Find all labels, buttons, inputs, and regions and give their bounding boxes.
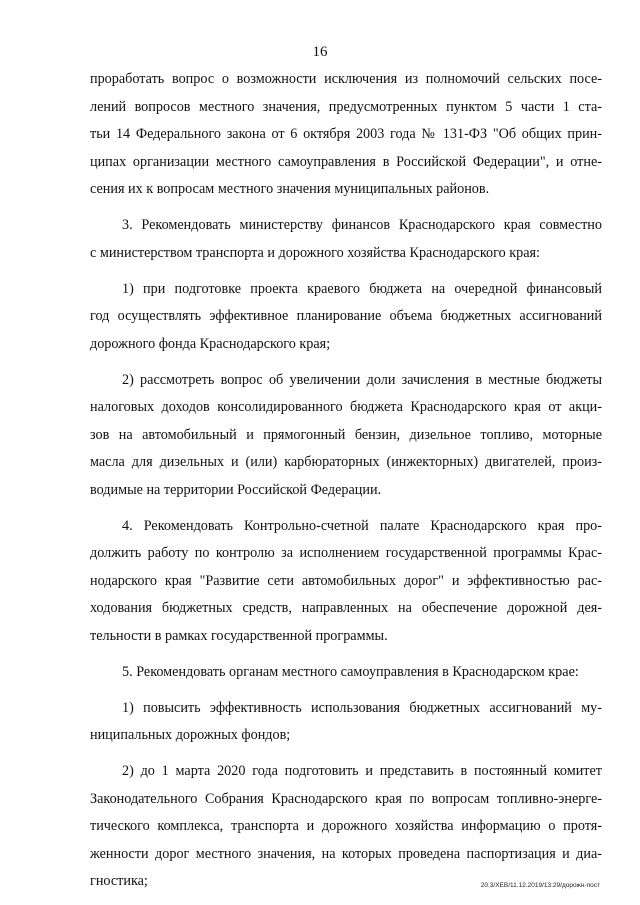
text-line: ципах организации местного самоуправления в Российской Федерации", и отне- <box>90 153 602 170</box>
paragraph-gap <box>90 204 602 212</box>
text-line: с министерством транспорта и дорожного хозяйства Краснодарского края: <box>90 244 540 261</box>
text-line: год осуществлять эффективное планирование объема бюджетных ассигнований <box>90 308 602 325</box>
paragraph <box>90 212 602 267</box>
text-line: дорожного фонда Краснодарского края; <box>90 335 331 352</box>
paragraph-gap <box>90 267 602 275</box>
paragraph <box>90 513 602 651</box>
text-line: тьи 14 Федерального закона от 6 октября 2003 года № 131-ФЗ "Об общих прин- <box>90 126 602 143</box>
paragraph-gap <box>90 504 602 512</box>
text-line: водимые на территории Российской Федерации. <box>90 481 382 498</box>
text-line: 4. Рекомендовать Контрольно-счетной палате Краснодарского края про- <box>122 517 602 534</box>
text-line: тельности в рамках государственной программы. <box>90 628 388 645</box>
document-body <box>90 66 602 896</box>
text-line: должить работу по контролю за исполнением государственной программы Крас- <box>90 545 602 562</box>
paragraph <box>90 66 602 204</box>
text-line: тического комплекса, транспорта и дорожного хозяйства информацию о протя- <box>90 818 602 835</box>
text-line: 2) до 1 марта 2020 года подготовить и представить в постоянный комитет <box>122 762 602 779</box>
paragraph <box>90 367 602 505</box>
text-line: нодарского края "Развитие сети автомобильных дорог" и эффективностью рас- <box>90 572 602 589</box>
text-line: сения их к вопросам местного значения муниципальных районов. <box>90 181 490 198</box>
paragraph-gap <box>90 750 602 758</box>
text-line: налоговых доходов консолидированного бюджета Краснодарского края от акци- <box>90 399 602 416</box>
text-line: 1) при подготовке проекта краевого бюджета на очередной финансовый <box>122 280 602 297</box>
text-line: ниципальных дорожных фондов; <box>90 727 291 744</box>
text-line: 5. Рекомендовать органам местного самоуправления в Краснодарском крае: <box>122 663 579 680</box>
paragraph <box>90 758 602 896</box>
text-line: 2) рассмотреть вопрос об увеличении доли зачисления в местные бюджеты <box>122 371 602 388</box>
paragraph <box>90 659 602 687</box>
text-line: лений вопросов местного значения, предусмотренных пунктом 5 части 1 ста- <box>90 98 602 115</box>
text-line: 1) повысить эффективность использования бюджетных ассигнований му- <box>122 699 602 716</box>
text-line: 3. Рекомендовать министерству финансов Краснодарского края совместно <box>122 217 602 234</box>
paragraph-gap <box>90 358 602 366</box>
paragraph <box>90 276 602 359</box>
text-line: масла для дизельных и (или) карбюраторных (инжекторных) двигателей, произ- <box>90 454 602 471</box>
paragraph-gap <box>90 686 602 694</box>
paragraph-gap <box>90 651 602 659</box>
text-line: ходования бюджетных средств, направленных на обеспечение дорожной дея- <box>90 600 602 617</box>
text-line: женности дорог местного значения, на которых проведена паспортизация и диа- <box>90 845 602 862</box>
text-line: зов на автомобильный и прямогонный бензин, дизельное топливо, моторные <box>90 426 602 443</box>
text-line: Законодательного Собрания Краснодарского края по вопросам топливно-энерге- <box>90 790 602 807</box>
text-line: гностика; <box>90 873 148 890</box>
page-number: 16 <box>312 44 328 60</box>
paragraph <box>90 695 602 750</box>
text-line: проработать вопрос о возможности исключения из полномочий сельских посе- <box>90 71 602 87</box>
footer-code: 20.3/ХЕВ/11.12.2019/13:29/дорожн-пост <box>480 882 600 889</box>
